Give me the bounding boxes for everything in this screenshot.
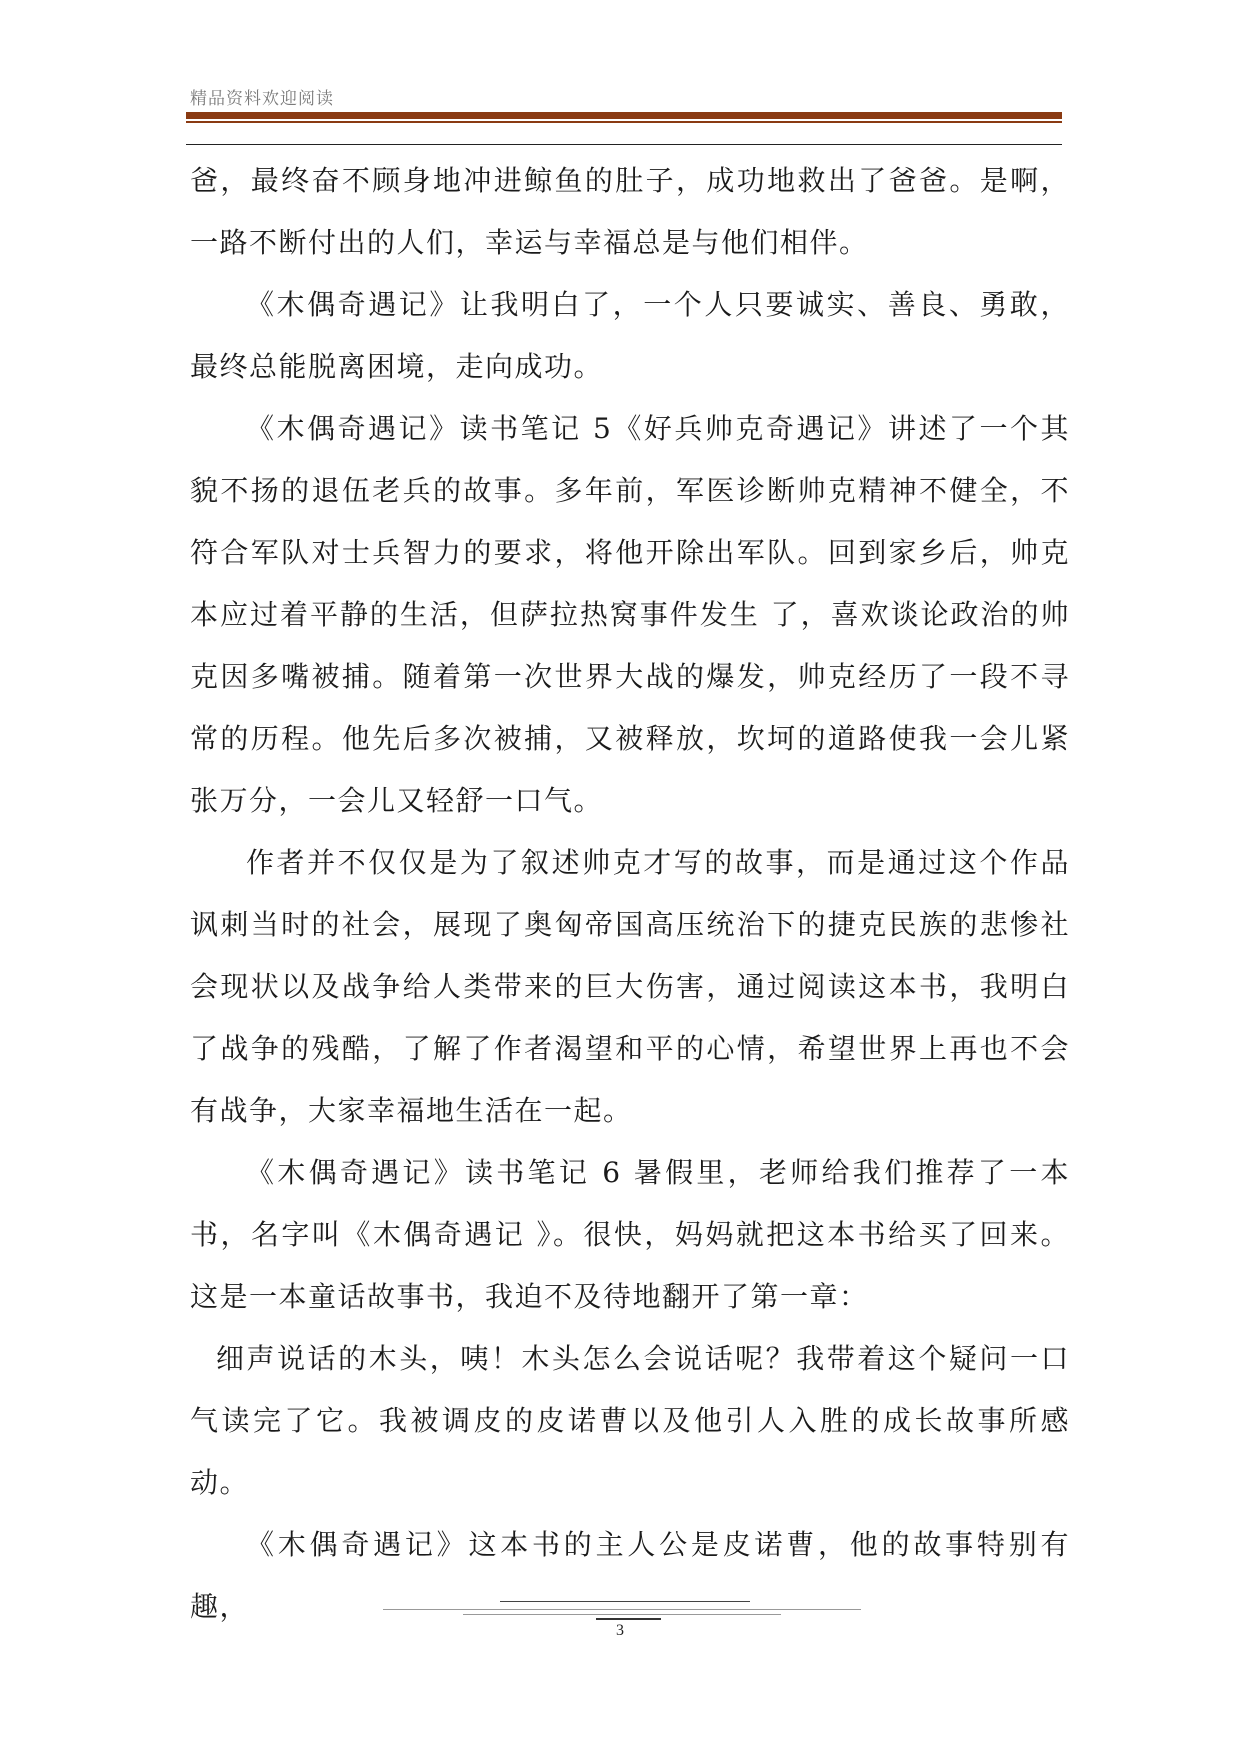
paragraph: 作者并不仅仅是为了叙述帅克才写的故事，而是通过这个作品讽刺当时的社会，展现了奥匈帝国高压统治下的捷克民族的悲惨社会现状以及战争给人类带来的巨大伤害，通过阅读这本书，我明白了战争的残酷，了解了作者渴望和平的心情，希望世界上再也不会有战争，大家幸福地生活在一起。	[190, 846, 1070, 1127]
header-rule	[186, 112, 1062, 119]
footer-rule	[463, 1614, 781, 1615]
paragraph: 细声说话的木头，咦！木头怎么会说话呢？我带着这个疑问一口气读完了它。我被调皮的皮诺曹以及他引人入胜的成长故事所感动。	[190, 1342, 1070, 1499]
header-title: 精品资料欢迎阅读	[190, 89, 334, 109]
paragraph: 爸，最终奋不顾身地冲进鲸鱼的肚子，成功地救出了爸爸。是啊，一路不断付出的人们，幸运与幸福总是与他们相伴。	[190, 164, 1070, 259]
header-underline	[186, 144, 1062, 145]
page-number: 3	[616, 1622, 624, 1639]
paragraph: 《木偶奇遇记》这本书的主人公是皮诺曹，他的故事特别有趣，	[190, 1528, 1070, 1623]
footer-rule	[383, 1609, 861, 1610]
paragraph: 《木偶奇遇记》读书笔记 6 暑假里，老师给我们推荐了一本书，名字叫《木偶奇遇记 》。很快，妈妈就把这本书给买了回来。这是一本童话故事书，我迫不及待地翻开了第一章：	[190, 1156, 1070, 1313]
body-text	[190, 150, 1070, 1638]
paragraph: 《木偶奇遇记》读书笔记 5《好兵帅克奇遇记》讲述了一个其貌不扬的退伍老兵的故事。多年前，军医诊断帅克精神不健全，不符合军队对士兵智力的要求，将他开除出军队。回到家乡后，帅克本应过着平静的生活，但萨拉热窝事件发生 了，喜欢谈论政治的帅克因多嘴被捕。随着第一次世界大战的爆发，帅克经历了一段不寻常的历程。他先后多次被捕，又被释放，坎坷的道路使我一会儿紧张万分，一会儿又轻舒一口气。	[190, 412, 1070, 817]
footer-rule	[500, 1601, 750, 1602]
paragraph: 《木偶奇遇记》让我明白了，一个人只要诚实、善良、勇敢，最终总能脱离困境，走向成功。	[190, 288, 1070, 383]
footer-rule	[596, 1618, 661, 1620]
header-rule-thin	[186, 121, 1062, 123]
